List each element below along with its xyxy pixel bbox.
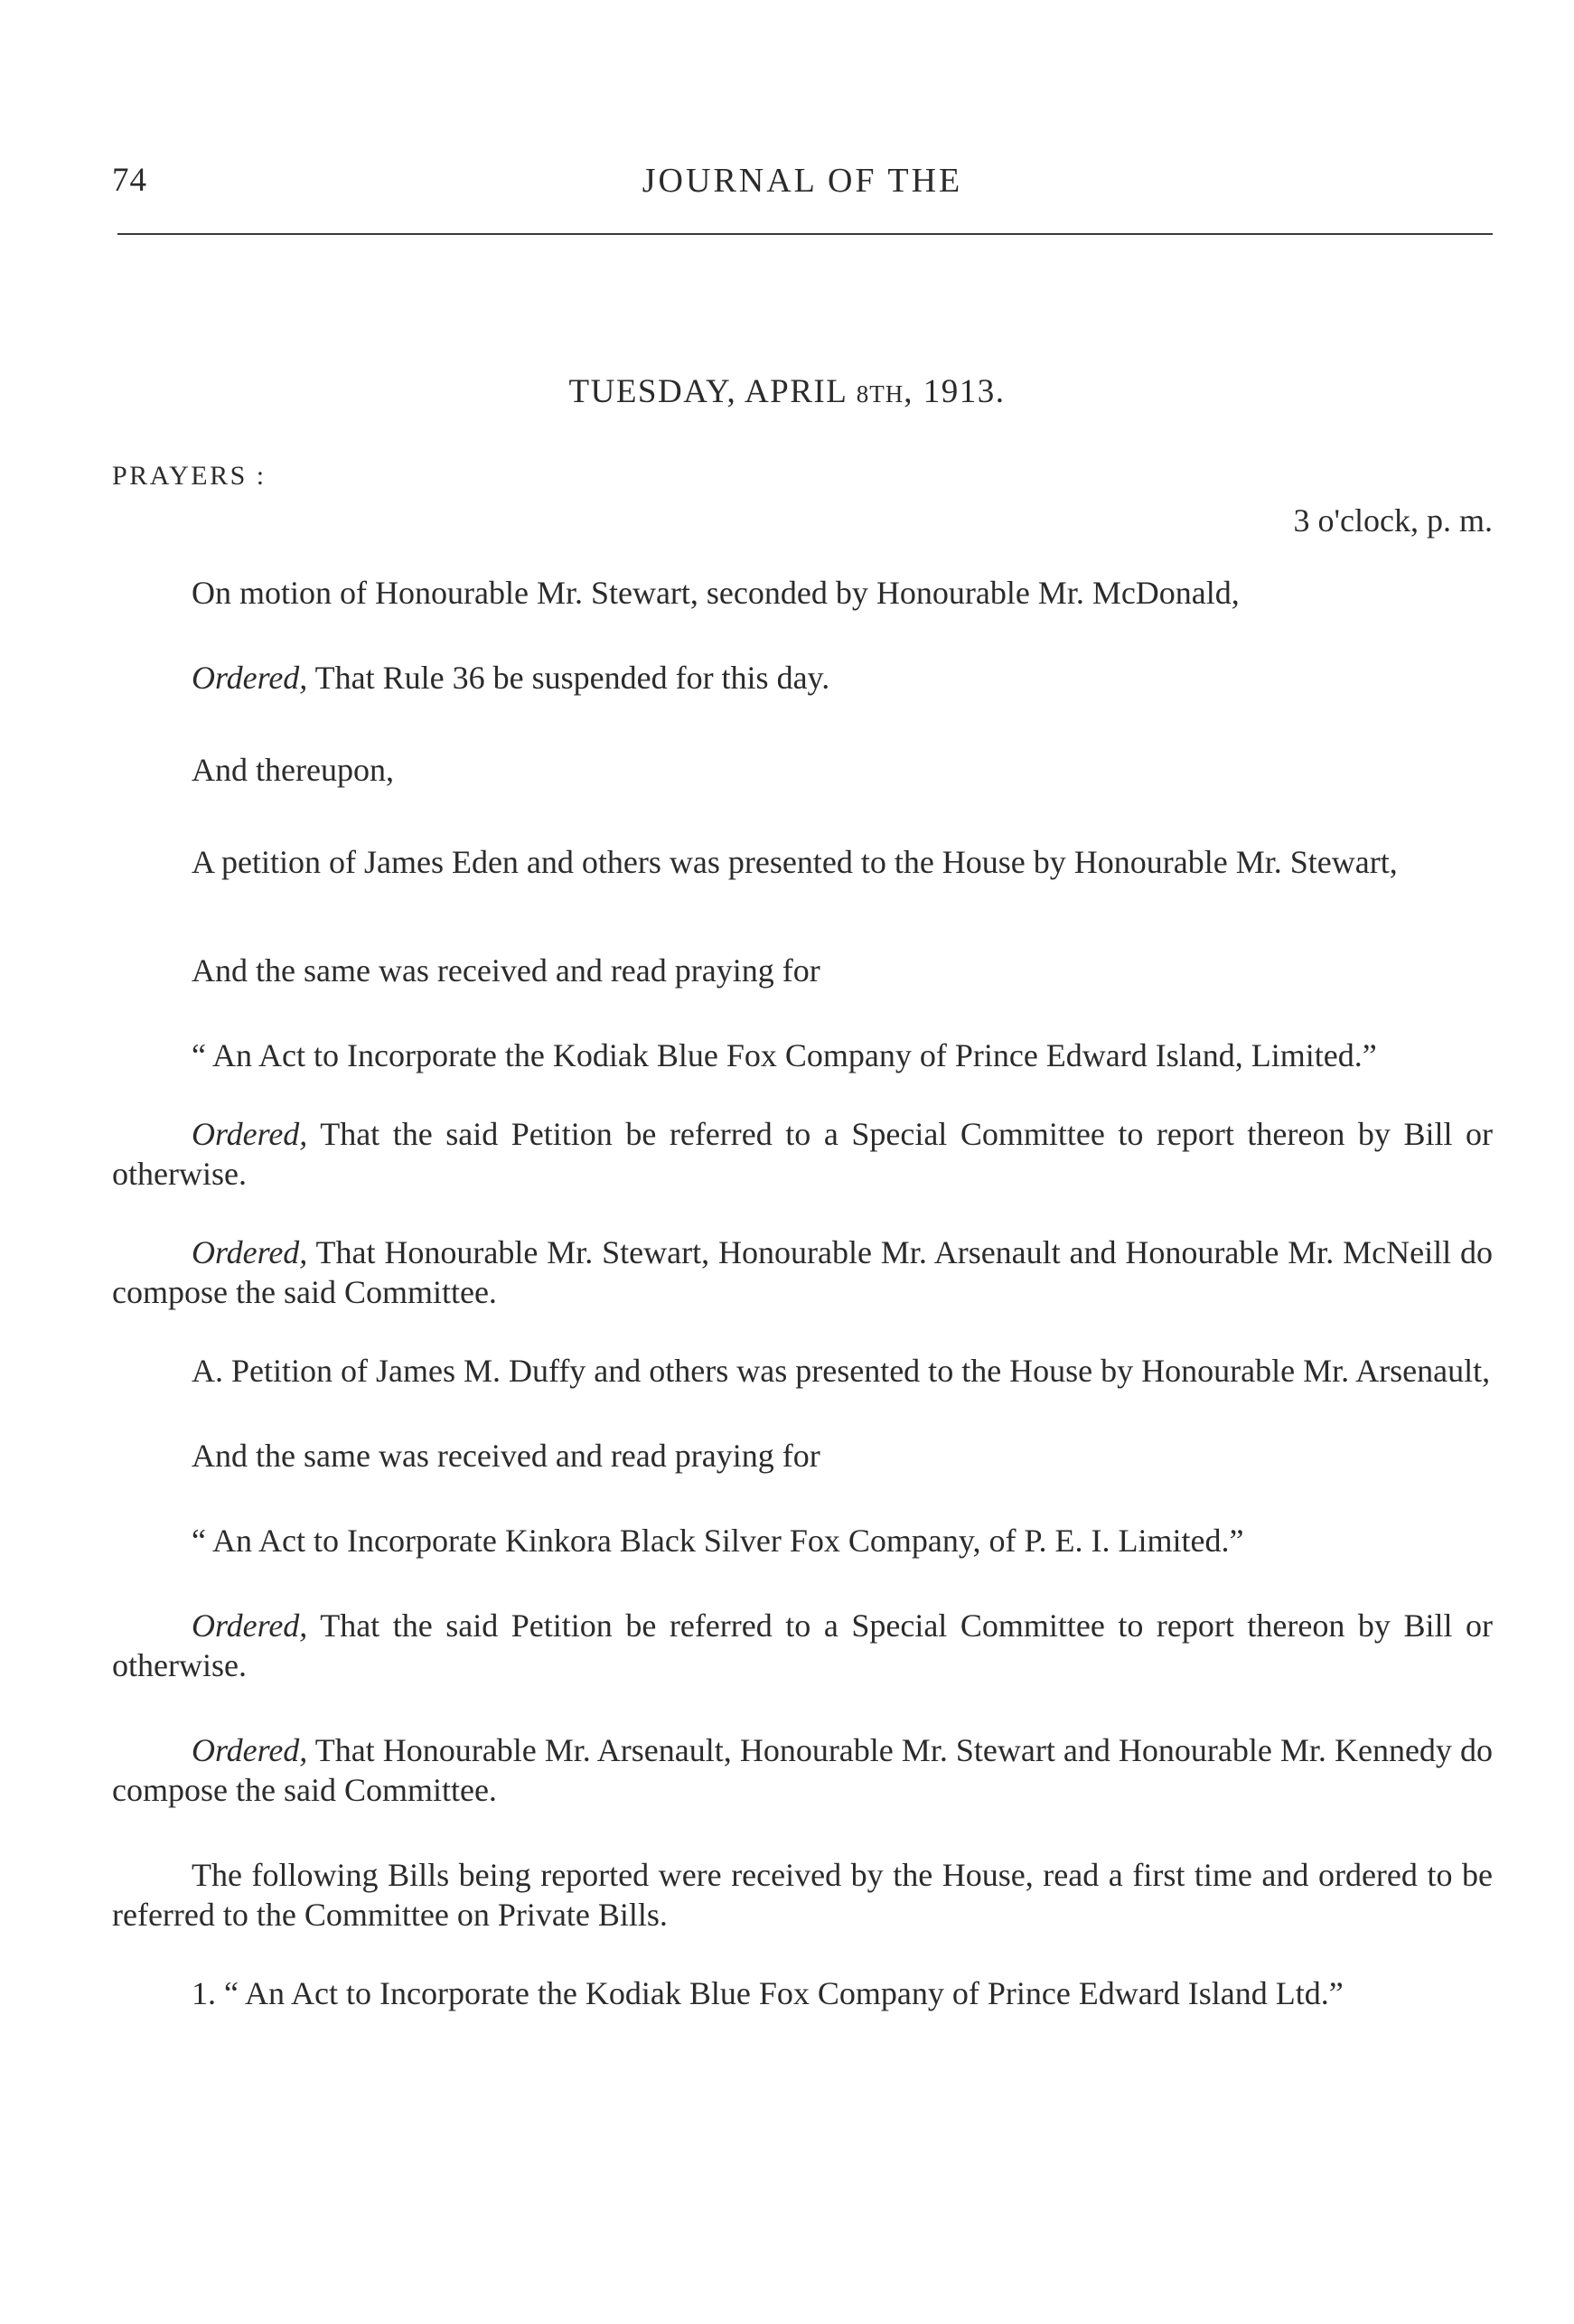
paragraph-praying: And the same was received and read praying for [192, 1438, 820, 1474]
paragraph-petition: A petition of James Eden and others was presented to the House by Honourable Mr. Stewart, [192, 844, 1398, 880]
paragraph-ordered: Ordered, That Honourable Mr. Stewart, Honourable Mr. Arsenault and Honourable Mr. McNeill do compose the said Committee. [112, 1234, 1493, 1310]
paragraph-ordered: Ordered, That Rule 36 be suspended for this day. [192, 660, 830, 696]
paragraph-act-title: “ An Act to Incorporate Kinkora Black Silver Fox Company, of P. E. I. Limited.” [192, 1523, 1244, 1559]
paragraph-petition: A. Petition of James M. Duffy and others was presented to the House by Honourable Mr. Arsenault, [192, 1353, 1491, 1389]
paragraph-bills-reported: The following Bills being reported were received by the House, read a first time and ordered to be referred to the Committee on Private Bills. [112, 1857, 1493, 1933]
paragraph-ordered: Ordered, That the said Petition be referred to a Special Committee to report thereon by Bill or otherwise. [112, 1607, 1493, 1683]
paragraph-ordered: Ordered, That Honourable Mr. Arsenault, Honourable Mr. Stewart and Honourable Mr. Kennedy do compose the said Committee. [112, 1732, 1493, 1808]
session-day: TUESDAY, APRIL [568, 373, 857, 410]
session-time: 3 o'clock, p. m. [1293, 502, 1493, 539]
paragraph-act-title: “ An Act to Incorporate the Kodiak Blue Fox Company of Prince Edward Island, Limited.” [192, 1037, 1377, 1073]
paragraph-motion: On motion of Honourable Mr. Stewart, seconded by Honourable Mr. McDonald, [192, 575, 1240, 611]
paragraph-ordered: Ordered, That the said Petition be referred to a Special Committee to report thereon by Bill or otherwise. [112, 1116, 1493, 1192]
header-rule [117, 233, 1493, 235]
paragraph-bill-item: 1. “ An Act to Incorporate the Kodiak Blue Fox Company of Prince Edward Island Ltd.” [192, 1975, 1344, 2011]
journal-body [112, 573, 1493, 2013]
session-year: , 1913. [904, 373, 1006, 410]
running-head: JOURNAL OF THE [642, 162, 963, 200]
page-number: 74 [112, 162, 147, 199]
prayers-label: PRAYERS : [112, 461, 267, 491]
paragraph-thereupon: And thereupon, [192, 752, 394, 788]
session-date [0, 372, 1574, 411]
session-day-ordinal: 8TH [856, 380, 904, 408]
page-header [112, 161, 1493, 208]
paragraph-praying: And the same was received and read praying for [192, 952, 820, 989]
